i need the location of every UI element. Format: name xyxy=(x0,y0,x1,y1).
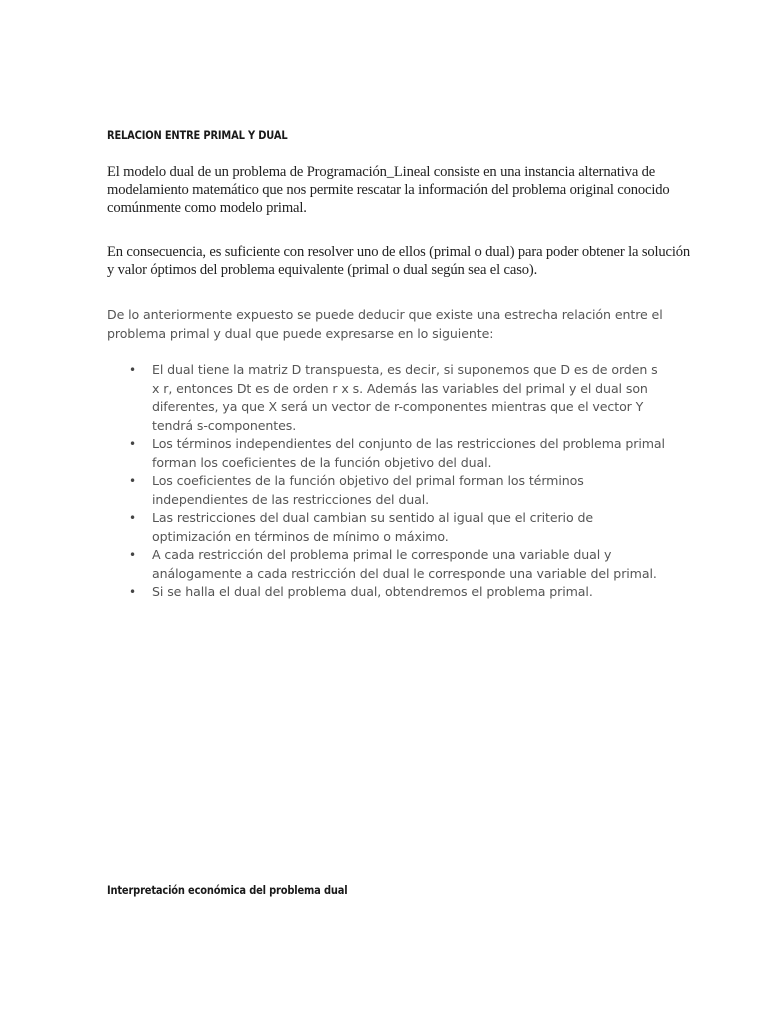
list-item xyxy=(107,583,667,602)
list-item-text: Los términos independientes del conjunto de las restricciones del problema primal forman los coeficientes de la función objetivo del dual. xyxy=(152,436,665,470)
paragraph-consequence: En consecuencia, es suficiente con resolver uno de ellos (primal o dual) para poder obtener la solución y valor óptimos del problema equivalente (primal o dual según sea el caso). xyxy=(107,244,691,278)
section-heading-primal-dual: RELACION ENTRE PRIMAL Y DUAL xyxy=(107,128,288,142)
paragraph-relation-intro: De lo anteriormente expuesto se puede deducir que existe una estrecha relación entre el problema primal y dual que puede expresarse en lo siguiente: xyxy=(107,307,663,341)
list-item xyxy=(107,546,667,583)
list-item xyxy=(107,361,667,435)
bullet-icon: • xyxy=(129,511,136,525)
list-item xyxy=(107,435,667,472)
list-item-text: A cada restricción del problema primal le corresponde una variable dual y análogamente a cada restricción del dual le corresponde una variable del primal. xyxy=(152,547,657,581)
relation-bullet-list xyxy=(107,361,667,602)
list-item-text: Si se halla el dual del problema dual, obtendremos el problema primal. xyxy=(152,584,593,599)
section-heading-economic-interpretation: Interpretación económica del problema dual xyxy=(107,883,348,897)
list-item-text: Las restricciones del dual cambian su sentido al igual que el criterio de optimización en términos de mínimo o máximo. xyxy=(152,510,593,544)
list-item xyxy=(107,472,667,509)
bullet-icon: • xyxy=(129,548,136,562)
list-item-text: Los coeficientes de la función objetivo del primal forman los términos independientes de las restricciones del dual. xyxy=(152,473,584,507)
list-item-text: El dual tiene la matriz D transpuesta, es decir, si suponemos que D es de orden s x r, entonces Dt es de orden r x s. Además las variables del primal y el dual son diferentes, ya que X será un vector de r-componentes mientras que el vector Y tendrá s-componentes. xyxy=(152,362,658,433)
bullet-icon: • xyxy=(129,585,136,599)
bullet-icon: • xyxy=(129,363,136,377)
bullet-icon: • xyxy=(129,474,136,488)
list-item xyxy=(107,509,667,546)
bullet-icon: • xyxy=(129,437,136,451)
paragraph-dual-model-definition: El modelo dual de un problema de Programación_Lineal consiste en una instancia alternativa de modelamiento matemático que nos permite rescatar la información del problema original conocido comúnmente como modelo primal. xyxy=(107,164,670,216)
